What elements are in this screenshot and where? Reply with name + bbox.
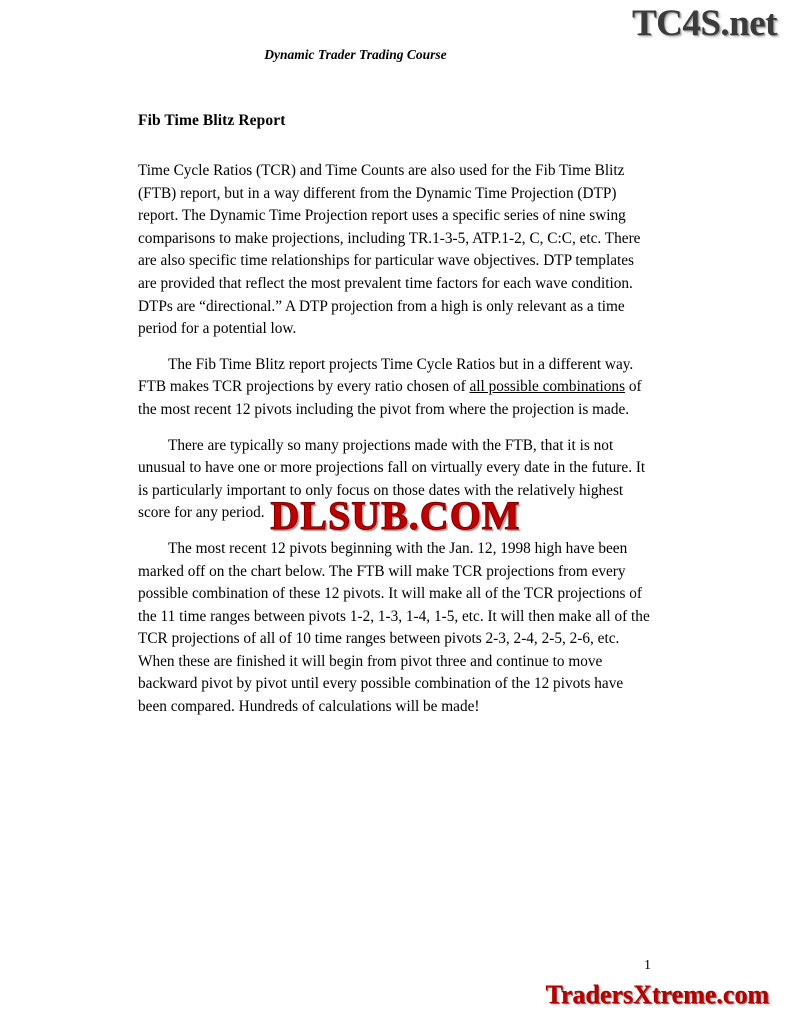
paragraph [138,538,654,719]
paragraph [138,435,654,525]
document-body [138,112,654,732]
text-run: of the most recent 12 pivots including the pivot from where the projection is made. [138,378,642,418]
paragraph [138,160,654,341]
dlsub-watermark: DLSUB.COM [270,493,521,538]
text-run: Time Cycle Ratios (TCR) and Time Counts are also used for the Fib Time Blitz (FTB) report, but in a way different from the Dynamic Time Projection (DTP) report. The Dynamic Time Projection report uses a specific series of nine swing comparisons to make projections, including TR.1-3-5, ATP.1-2, C, C:C, etc. There are also specific time relationships for particular wave objectives. DTP templates are provided that reflect the most prevalent time factors for each wave condition. DTPs are “directional.” A DTP projection from a high is only relevant as a time period for a potential low. [138,162,641,338]
text-run: The Fib Time Blitz report projects Time Cycle Ratios but in a different way. FTB makes TCR projections by every ratio chosen of [138,355,634,396]
paragraph-list [138,160,654,719]
underlined-text: all possible combinations [469,378,626,396]
paragraph [138,354,654,422]
running-header: Dynamic Trader Trading Course [264,47,447,62]
site-brand-watermark: TC4S.net [631,3,777,44]
footer-brand-watermark: TradersXtreme.com [545,980,769,1009]
page-number: 1 [644,958,651,973]
page-title: Fib Time Blitz Report [138,112,286,129]
text-run: There are typically so many projections made with the FTB, that it is not unusual to have one or more projections fall on virtually every date in the future. It is particularly important to only focus on those dates with the relatively highest score for any period. [138,436,646,522]
text-run: The most recent 12 pivots beginning with the Jan. 12, 1998 high have been marked off on the chart below. The FTB will make TCR projections from every possible combination of these 12 pivots. It will make all of the TCR projections of the 11 time ranges between pivots 1-2, 1-3, 1-4, 1-5, etc. It will then make all of the TCR projections of all of 10 time ranges between pivots 2-3, 2-4, 2-5, 2-6, etc. When these are finished it will begin from pivot three and continue to move backward pivot by pivot until every possible combination of the 12 pivots have been compared. Hundreds of calculations will be made! [138,539,650,716]
